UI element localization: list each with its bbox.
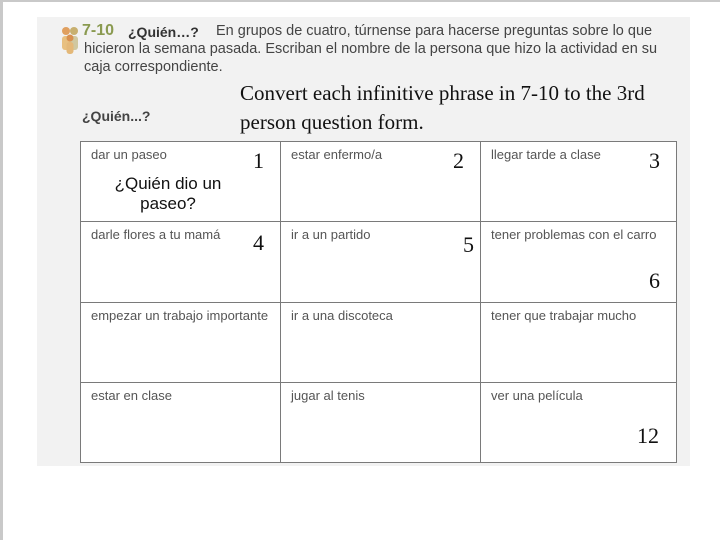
question-number: 5 <box>463 232 474 258</box>
grid-cell <box>481 302 677 382</box>
cell-phrase: ir a un partido <box>291 227 371 243</box>
grid-cell <box>281 222 481 302</box>
grid-cell <box>81 382 281 462</box>
activity-instructions: En grupos de cuatro, túrnense para hacerse preguntas sobre lo que hicieron la semana pasada. Escriban el nombre de la persona que hizo la actividad en su caja correspondiente. <box>84 23 658 75</box>
question-number: 12 <box>637 422 659 448</box>
grid-row <box>81 142 677 222</box>
grid-cell <box>81 302 281 382</box>
activity-grid <box>80 141 677 463</box>
activity-header <box>58 22 678 84</box>
frame-left-line <box>0 0 3 540</box>
grid-cell <box>481 222 677 302</box>
cell-phrase: jugar al tenis <box>291 387 365 403</box>
grid-row <box>81 222 677 302</box>
question-number: 2 <box>453 148 464 173</box>
cell-phrase: estar en clase <box>91 387 172 403</box>
grid-heading: ¿Quién...? <box>82 108 151 124</box>
cell-phrase: llegar tarde a clase <box>491 147 601 162</box>
question-number: 6 <box>649 268 660 294</box>
cell-phrase: tener que trabajar mucho <box>491 307 637 323</box>
grid-cell <box>81 142 281 222</box>
grid-cell <box>481 142 677 222</box>
cell-phrase: ver una película <box>491 387 583 403</box>
question-number: 1 <box>253 148 264 173</box>
activity-title: ¿Quién…? <box>128 24 199 40</box>
grid-cell <box>281 302 481 382</box>
grid-row <box>81 382 677 462</box>
cell-phrase: darle flores a tu mamá <box>91 227 221 243</box>
activity-number: 7-10 <box>82 22 115 39</box>
frame-top-line <box>0 0 720 2</box>
sample-answer: ¿Quién dio un paseo? <box>114 174 222 213</box>
cell-phrase: tener problemas con el carro <box>491 227 657 243</box>
grid-cell <box>281 142 481 222</box>
grid-cell <box>481 382 677 462</box>
cell-phrase: estar enfermo/a <box>291 147 383 162</box>
cell-phrase: dar un paseo <box>91 147 167 162</box>
people-group-icon <box>58 24 82 56</box>
overlay-instruction: Convert each infinitive phrase in 7-10 to the 3rd person question form. <box>240 81 645 134</box>
grid-cell <box>81 222 281 302</box>
cell-phrase: empezar un trabajo importante <box>91 307 269 323</box>
question-number: 3 <box>649 148 660 173</box>
cell-phrase: ir a una discoteca <box>291 307 393 323</box>
grid-cell <box>281 382 481 462</box>
grid-row <box>81 302 677 382</box>
question-number: 4 <box>253 230 264 256</box>
